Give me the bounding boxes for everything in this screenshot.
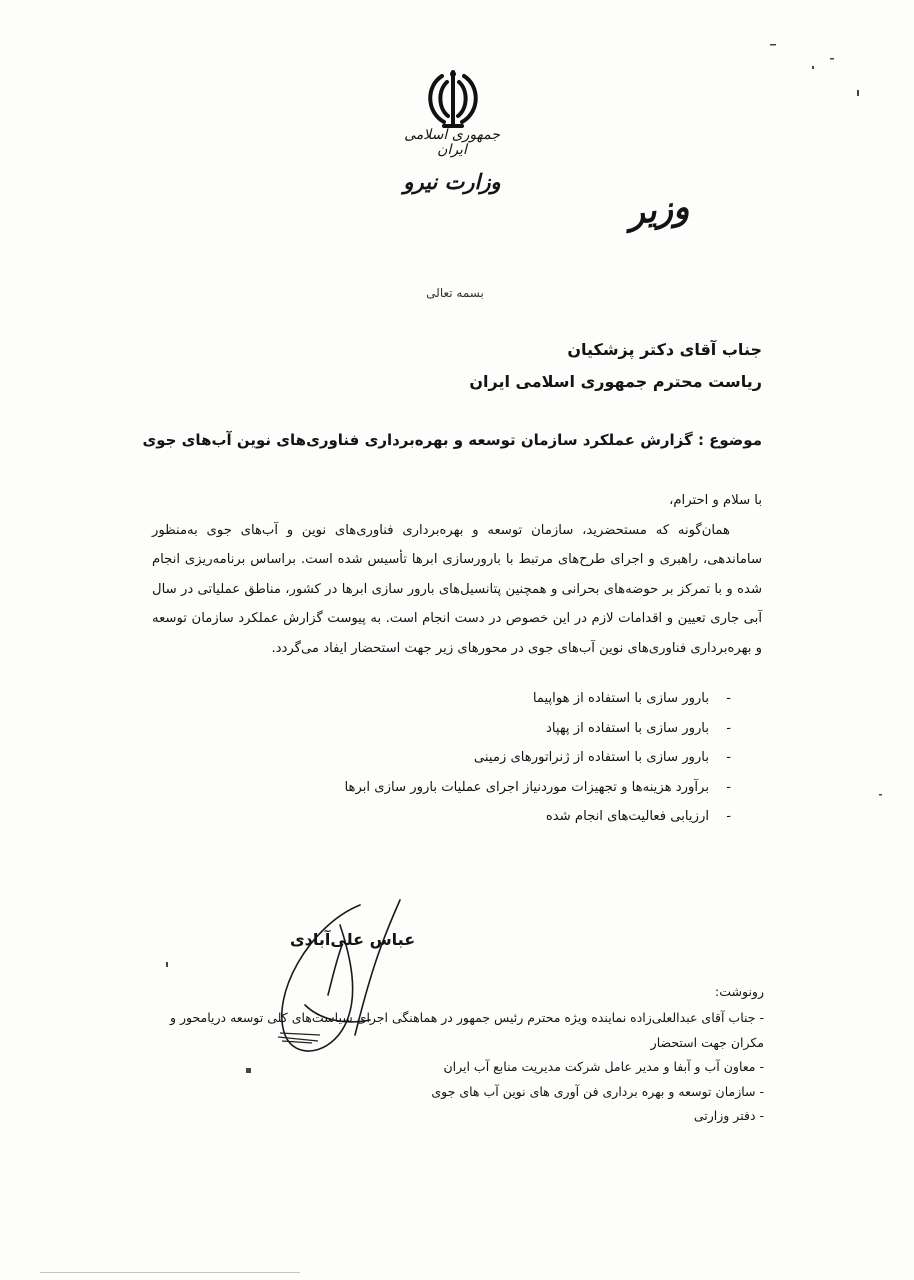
cc-list — [164, 1006, 764, 1129]
recipient-title: ریاست محترم جمهوری اسلامی ایران — [469, 372, 762, 391]
list-item: - برآورد هزینه‌ها و تجهیزات موردنیاز اجرای عملیات بارور سازی ابرها — [211, 773, 731, 803]
recipient-name: جناب آقای دکتر پزشکیان — [567, 340, 762, 359]
cc-item: - جناب آقای عبدالعلی‌زاده نماینده ویژه محترم رئیس جمهور در هماهنگی اجرای سیاست‌های کلی توسعه دریامحور و مکران جهت استحضار — [169, 1010, 764, 1050]
list-item: - بارور سازی با استفاده از پهپاد — [211, 714, 731, 744]
body-paragraph: همان‌گونه که مستحضرید، سازمان توسعه و بهره‌برداری فناوری‌های نوین و آب‌های جوی به‌منظور ساماندهی، راهبری و اجرای طرح‌های مرتبط با بارورسازی ابرها تأسیس شده است. براساس برنامه‌ریزی انجام شده و با تمرکز بر حوضه‌های بحرانی و همچنین پتانسیل‌های بارور سازی ابرها در کشور، مناطق عملیاتی در سال آبی جاری تعیین و اقدامات لازم در این خصوص در دست انجام است. به پیوست گزارش عملکرد سازمان توسعه و بهره‌برداری فناوری‌های نوین آب‌های جوی در محورهای زیر جهت استحضار ایفاد می‌گردد. — [152, 522, 762, 656]
greeting: با سلام و احترام، — [669, 493, 762, 508]
bismillah: بسمه تعالی — [426, 286, 484, 300]
letterhead-country: جمهوری اسلامی ایران — [404, 127, 500, 158]
list-item: - ارزیابی فعالیت‌های انجام شده — [211, 802, 731, 832]
cc-title: رونوشت: — [715, 984, 764, 999]
letterhead-text — [392, 128, 512, 193]
cc-item: - دفتر وزارتی — [693, 1108, 764, 1123]
letterhead-ministry: وزارت نیرو — [403, 169, 501, 195]
list-item: - بارور سازی با استفاده از ژنراتورهای زمینی — [211, 743, 731, 773]
letter-body — [152, 486, 762, 664]
minister-title: وزیر — [626, 186, 691, 234]
subject-line: موضوع : گزارش عملکرد سازمان توسعه و بهره‌برداری فناوری‌های نوین آب‌های جوی — [142, 431, 762, 449]
signer-name: عباس علی‌آبادی — [290, 930, 416, 949]
cc-item: - معاون آب و آبفا و مدیر عامل شرکت مدیریت منابع آب ایران — [443, 1059, 764, 1074]
topics-list — [211, 684, 731, 832]
iran-emblem-icon — [420, 68, 486, 130]
list-item: - بارور سازی با استفاده از هواپیما — [211, 684, 731, 714]
cc-item: - سازمان توسعه و بهره برداری فن آوری های نوین آب های جوی — [431, 1083, 764, 1099]
